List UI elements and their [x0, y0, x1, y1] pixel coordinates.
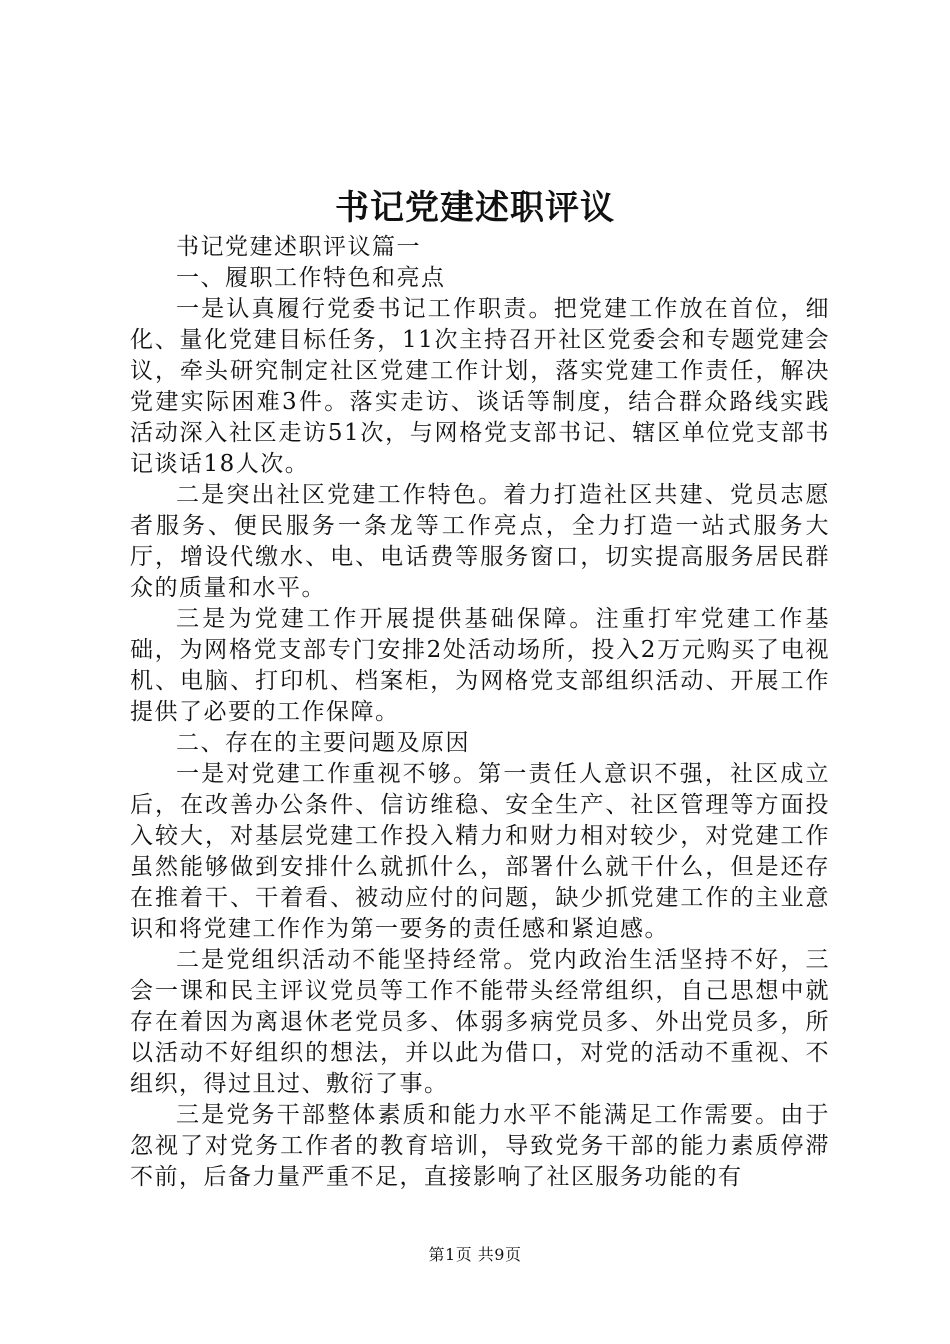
- document-title: 书记党建述职评议: [335, 188, 615, 228]
- paragraph: 三是党务干部整体素质和能力水平不能满足工作需要。由于忽视了对党务工作者的教育培训，导致党务干部的能力素质停滞不前，后备力量严重不足，直接影响了社区服务功能的有: [130, 1102, 830, 1190]
- paragraph: 一是对党建工作重视不够。第一责任人意识不强，社区成立后，在改善办公条件、信访维稳、安全生产、社区管理等方面投入较大，对基层党建工作投入精力和财力相对较少，对党建工作虽然能够做到安排什么就抓什么，部署什么就干什么，但是还存在推着干、干着看、被动应付的问题，缺少抓党建工作的主业意识和将党建工作作为第一要务的责任感和紧迫感。: [130, 761, 830, 942]
- subsection-heading: 一、履职工作特色和亮点: [176, 265, 446, 291]
- paragraph: 二是党组织活动不能坚持经常。党内政治生活坚持不好，三会一课和民主评议党员等工作不能带头经常组织，自己思想中就存在着因为离退休老党员多、体弱多病党员多、外出党员多，所以活动不好组织的想法，并以此为借口，对党的活动不重视、不组织，得过且过、敷衍了事。: [130, 947, 830, 1097]
- document-body: [130, 232, 830, 1193]
- paragraph: 一是认真履行党委书记工作职责。把党建工作放在首位，细化、量化党建目标任务，11次主持召开社区党委会和专题党建会议，牵头研究制定社区党建工作计划，落实党建工作责任，解决党建实际困难3件。落实走访、谈话等制度，结合群众路线实践活动深入社区走访51次，与网格党支部书记、辖区单位党支部书记谈话18人次。: [130, 296, 830, 477]
- page-footer: 第1页 共9页: [428, 1245, 522, 1264]
- paragraph: 三是为党建工作开展提供基础保障。注重打牢党建工作基础，为网格党支部专门安排2处活动场所，投入2万元购买了电视机、电脑、打印机、档案柜，为网格党支部组织活动、开展工作提供了必要的工作保障。: [130, 606, 830, 725]
- paragraph: 二是突出社区党建工作特色。着力打造社区共建、党员志愿者服务、便民服务一条龙等工作亮点，全力打造一站式服务大厅，增设代缴水、电、电话费等服务窗口，切实提高服务居民群众的质量和水平。: [130, 482, 830, 601]
- section-heading: 书记党建述职评议篇一: [176, 234, 421, 260]
- subsection-heading: 二、存在的主要问题及原因: [176, 730, 470, 756]
